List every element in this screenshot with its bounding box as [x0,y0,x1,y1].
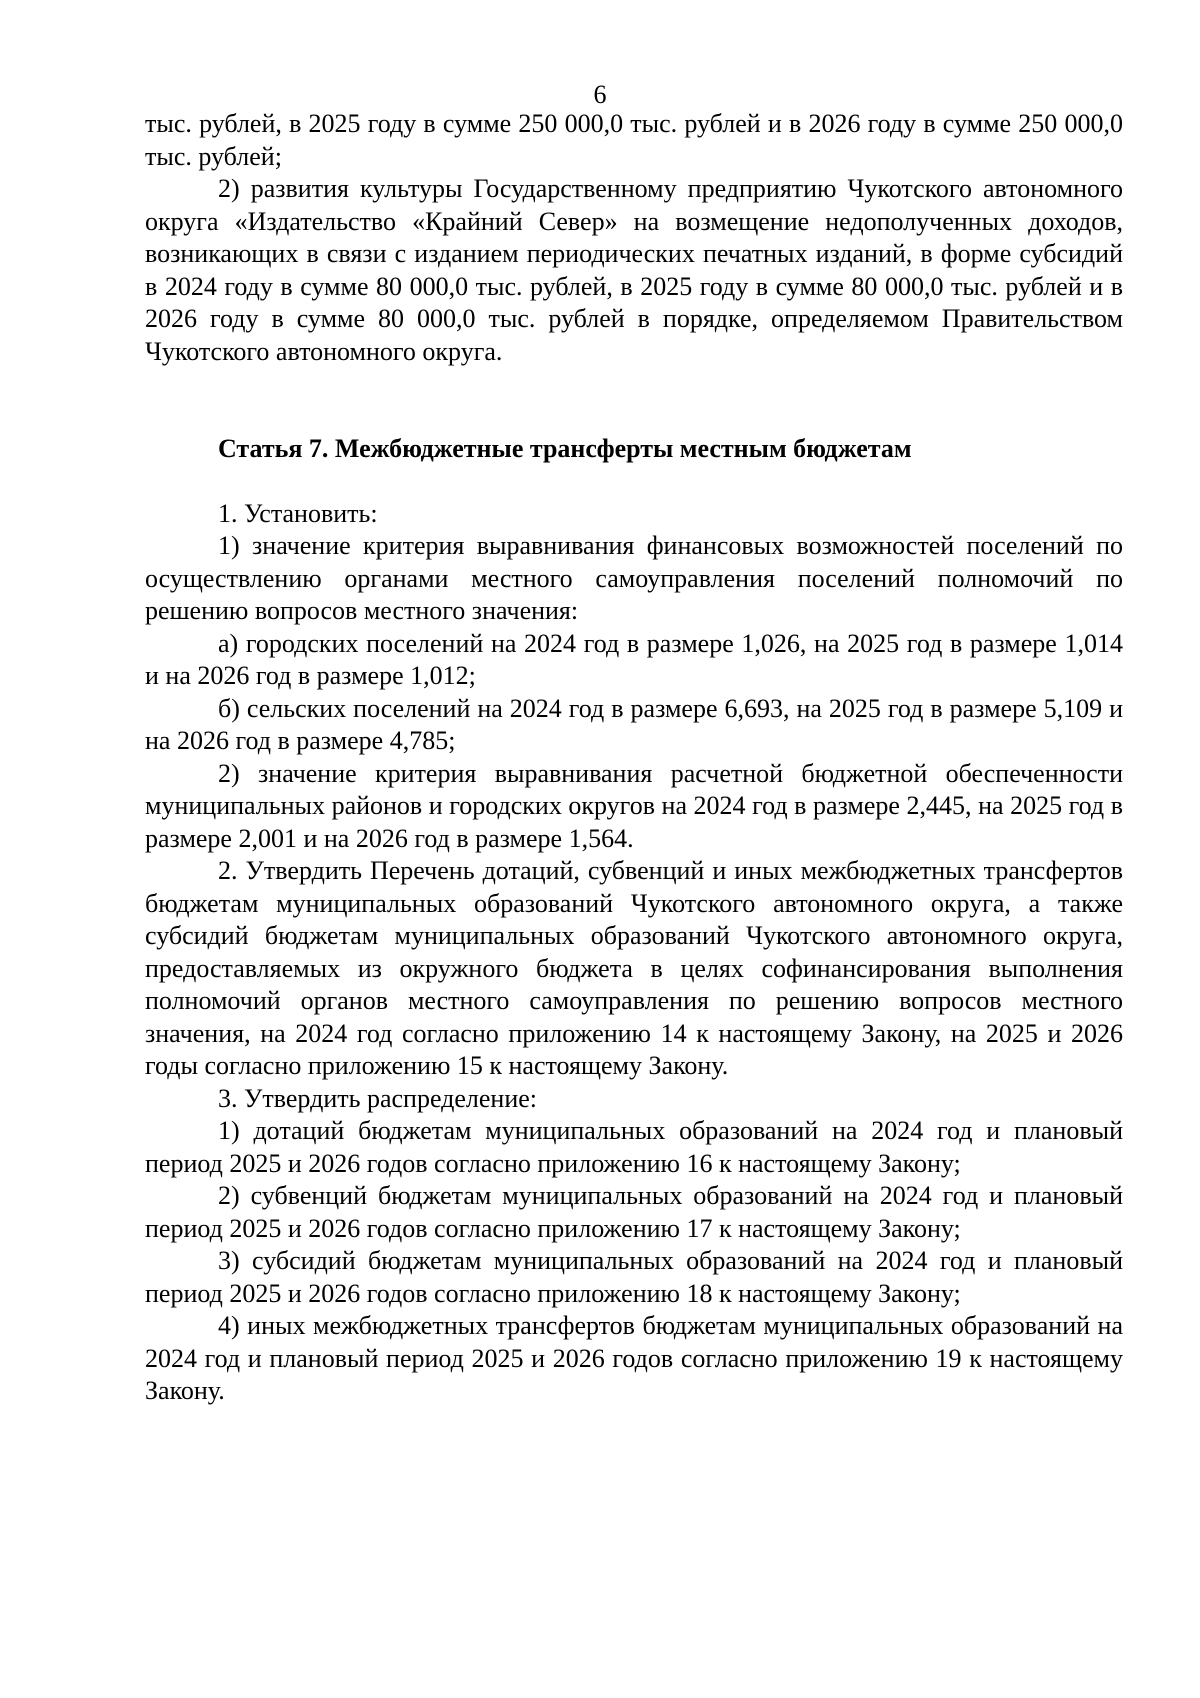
paragraph-item-3-4: 4) иных межбюджетных трансфертов бюджетам муниципальных образований на 2024 год и плановый период 2025 и 2026 годов согласно приложению 19 к настоящему Закону. [145,1311,1123,1405]
document-body [145,108,1123,1408]
paragraph-item-3-2: 2) субвенций бюджетам муниципальных образований на 2024 год и плановый период 2025 и 2026 годов согласно приложению 17 к настоящему Закону; [145,1181,1123,1243]
section-gap [145,368,1123,433]
paragraph-item-1-1-a: а) городских поселений на 2024 год в размере 1,026, на 2025 год в размере 1,014 и на 2026 год в размере 1,012; [145,628,1123,690]
paragraph-item-1-1: 1) значение критерия выравнивания финансовых возможностей поселений по осуществлению органами местного самоуправления поселений полномочий по решению вопросов местного значения: [145,531,1123,625]
paragraph-item-1-1-b: б) сельских поселений на 2024 год в размере 6,693, на 2025 год в размере 5,109 и на 2026 год в размере 4,785; [145,693,1123,755]
paragraph-continuation: тыс. рублей, в 2025 году в сумме 250 000,0 тыс. рублей и в 2026 году в сумме 250 000,0 тыс. рублей; [145,109,1123,171]
paragraph-item-2: 2. Утвердить Перечень дотаций, субвенций и иных межбюджетных трансфертов бюджетам муниципальных образований Чукотского автономного округа, а также субсидий бюджетам муниципальных образований Чукотского автономного округа, предоставляемых из окружного бюджета в целях софинансирования выполнения полномочий органов местного самоуправления по решению вопросов местного значения, на 2024 год согласно приложению 14 к настоящему Закону, на 2025 и 2026 годы согласно приложению 15 к настоящему Закону. [145,856,1123,1080]
paragraph-item-3-3: 3) субсидий бюджетам муниципальных образований на 2024 год и плановый период 2025 и 2026 годов согласно приложению 18 к настоящему Закону; [145,1246,1123,1308]
heading-gap [145,466,1123,498]
paragraph-item-1-2: 2) значение критерия выравнивания расчетной бюджетной обеспеченности муниципальных районов и городских округов на 2024 год в размере 2,445, на 2025 год в размере 2,001 и на 2026 год в размере 1,564. [145,758,1123,853]
page-number: 6 [593,80,607,109]
paragraph-item-3: 3. Утвердить распределение: [218,1083,538,1113]
article-heading: Статья 7. Межбюджетные трансферты местным бюджетам [218,434,912,463]
paragraph-culture-subsidy: 2) развития культуры Государственному предприятию Чукотского автономного округа «Издательство «Крайний Север» на возмещение недополученных доходов, возникающих в связи с изданием периодических печатных изданий, в форме субсидий в 2024 году в сумме 80 000,0 тыс. рублей, в 2025 году в сумме 80 000,0 тыс. рублей и в 2026 году в сумме 80 000,0 тыс. рублей в порядке, определяемом Правительством Чукотского автономного округа. [145,174,1123,366]
paragraph-item-3-1: 1) дотаций бюджетам муниципальных образований на 2024 год и плановый период 2025 и 2026 годов согласно приложению 16 к настоящему Закону; [145,1116,1123,1178]
paragraph-item-1: 1. Установить: [218,498,378,528]
